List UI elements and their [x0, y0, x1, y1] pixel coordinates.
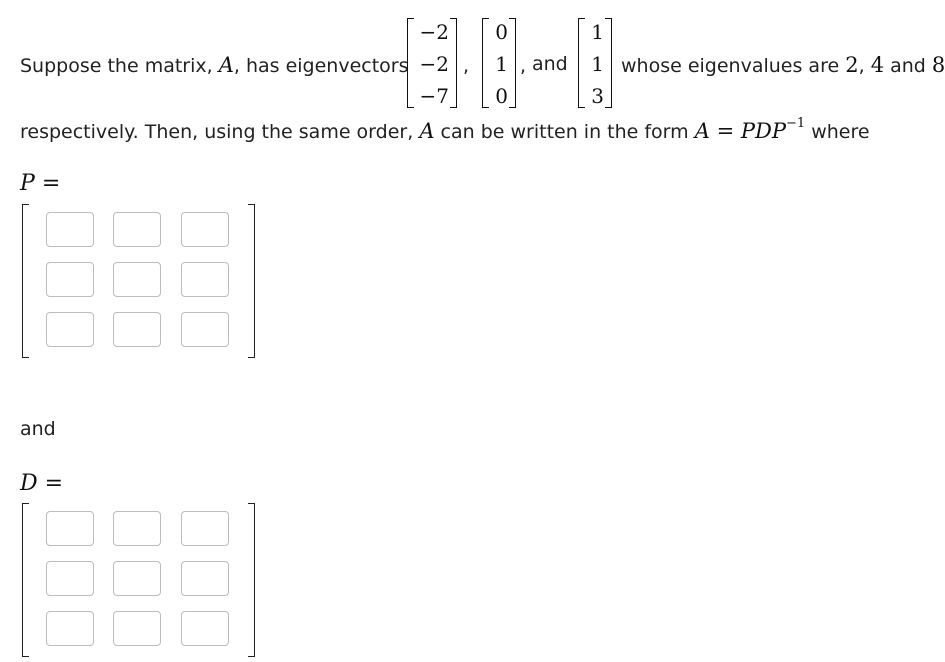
vector-3-entry-1: 1: [591, 20, 604, 44]
respectively-text: respectively. Then, using the same order,: [20, 121, 414, 143]
vector-2-entry-1: 0: [495, 20, 508, 44]
eigenvalue-2: 4: [870, 53, 885, 77]
matrix-p-right-bracket: [248, 204, 255, 358]
matrix-p-left-bracket: [22, 204, 29, 358]
eigenvector-2: [482, 15, 516, 111]
matrix-d-left-bracket: [22, 503, 29, 657]
matrix-symbol-a: A: [218, 53, 234, 77]
comma-2: ,: [520, 55, 527, 77]
eigenvector-3: [578, 15, 612, 111]
eigenvalue-1: 2: [845, 53, 859, 77]
eigenvectors-text: , has eigenvectors: [233, 55, 409, 77]
vector-1-entry-2: −2: [419, 52, 449, 76]
vector-1-entry-3: −7: [419, 84, 449, 108]
d-cell-3-3[interactable]: [181, 611, 229, 646]
comma-3: ,: [858, 55, 865, 77]
line2-matrix-a: A: [419, 119, 435, 143]
p-cell-1-1[interactable]: [46, 212, 94, 247]
p-cell-3-2[interactable]: [113, 312, 161, 347]
vector-3-entry-2: 1: [591, 52, 604, 76]
comma-1: ,: [463, 55, 470, 77]
d-cell-2-1[interactable]: [46, 561, 94, 596]
d-cell-1-1[interactable]: [46, 511, 94, 546]
eigenvalues-text: whose eigenvalues are: [621, 55, 840, 77]
vector-1-entry-1: −2: [419, 20, 449, 44]
p-cell-1-2[interactable]: [113, 212, 161, 247]
d-cell-1-3[interactable]: [181, 511, 229, 546]
between-and-text: and: [20, 418, 56, 440]
matrix-d-right-bracket: [248, 503, 255, 657]
intro-text: Suppose the matrix,: [20, 55, 213, 77]
p-cell-1-3[interactable]: [181, 212, 229, 247]
eigenvalue-3: 8: [931, 53, 945, 77]
d-cell-3-1[interactable]: [46, 611, 94, 646]
d-label: D =: [20, 471, 64, 496]
d-cell-3-2[interactable]: [113, 611, 161, 646]
eigenvector-1: [407, 15, 457, 111]
where-text: where: [811, 121, 870, 143]
vector-3-entry-3: 3: [591, 84, 604, 108]
p-cell-2-1[interactable]: [46, 262, 94, 297]
form-text: can be written in the form: [440, 121, 689, 143]
formula: $A = PDP^{-1}$: [694, 116, 806, 143]
d-cell-2-2[interactable]: [113, 561, 161, 596]
vector-2-entry-3: 0: [495, 84, 508, 108]
and-text-2: and: [890, 55, 926, 77]
and-text-1: and: [532, 53, 568, 75]
d-cell-1-2[interactable]: [113, 511, 161, 546]
vector-2-entry-2: 1: [495, 52, 508, 76]
p-cell-2-3[interactable]: [181, 262, 229, 297]
p-cell-3-1[interactable]: [46, 312, 94, 347]
p-cell-2-2[interactable]: [113, 262, 161, 297]
p-label: P =: [20, 171, 61, 196]
d-cell-2-3[interactable]: [181, 561, 229, 596]
p-cell-3-3[interactable]: [181, 312, 229, 347]
